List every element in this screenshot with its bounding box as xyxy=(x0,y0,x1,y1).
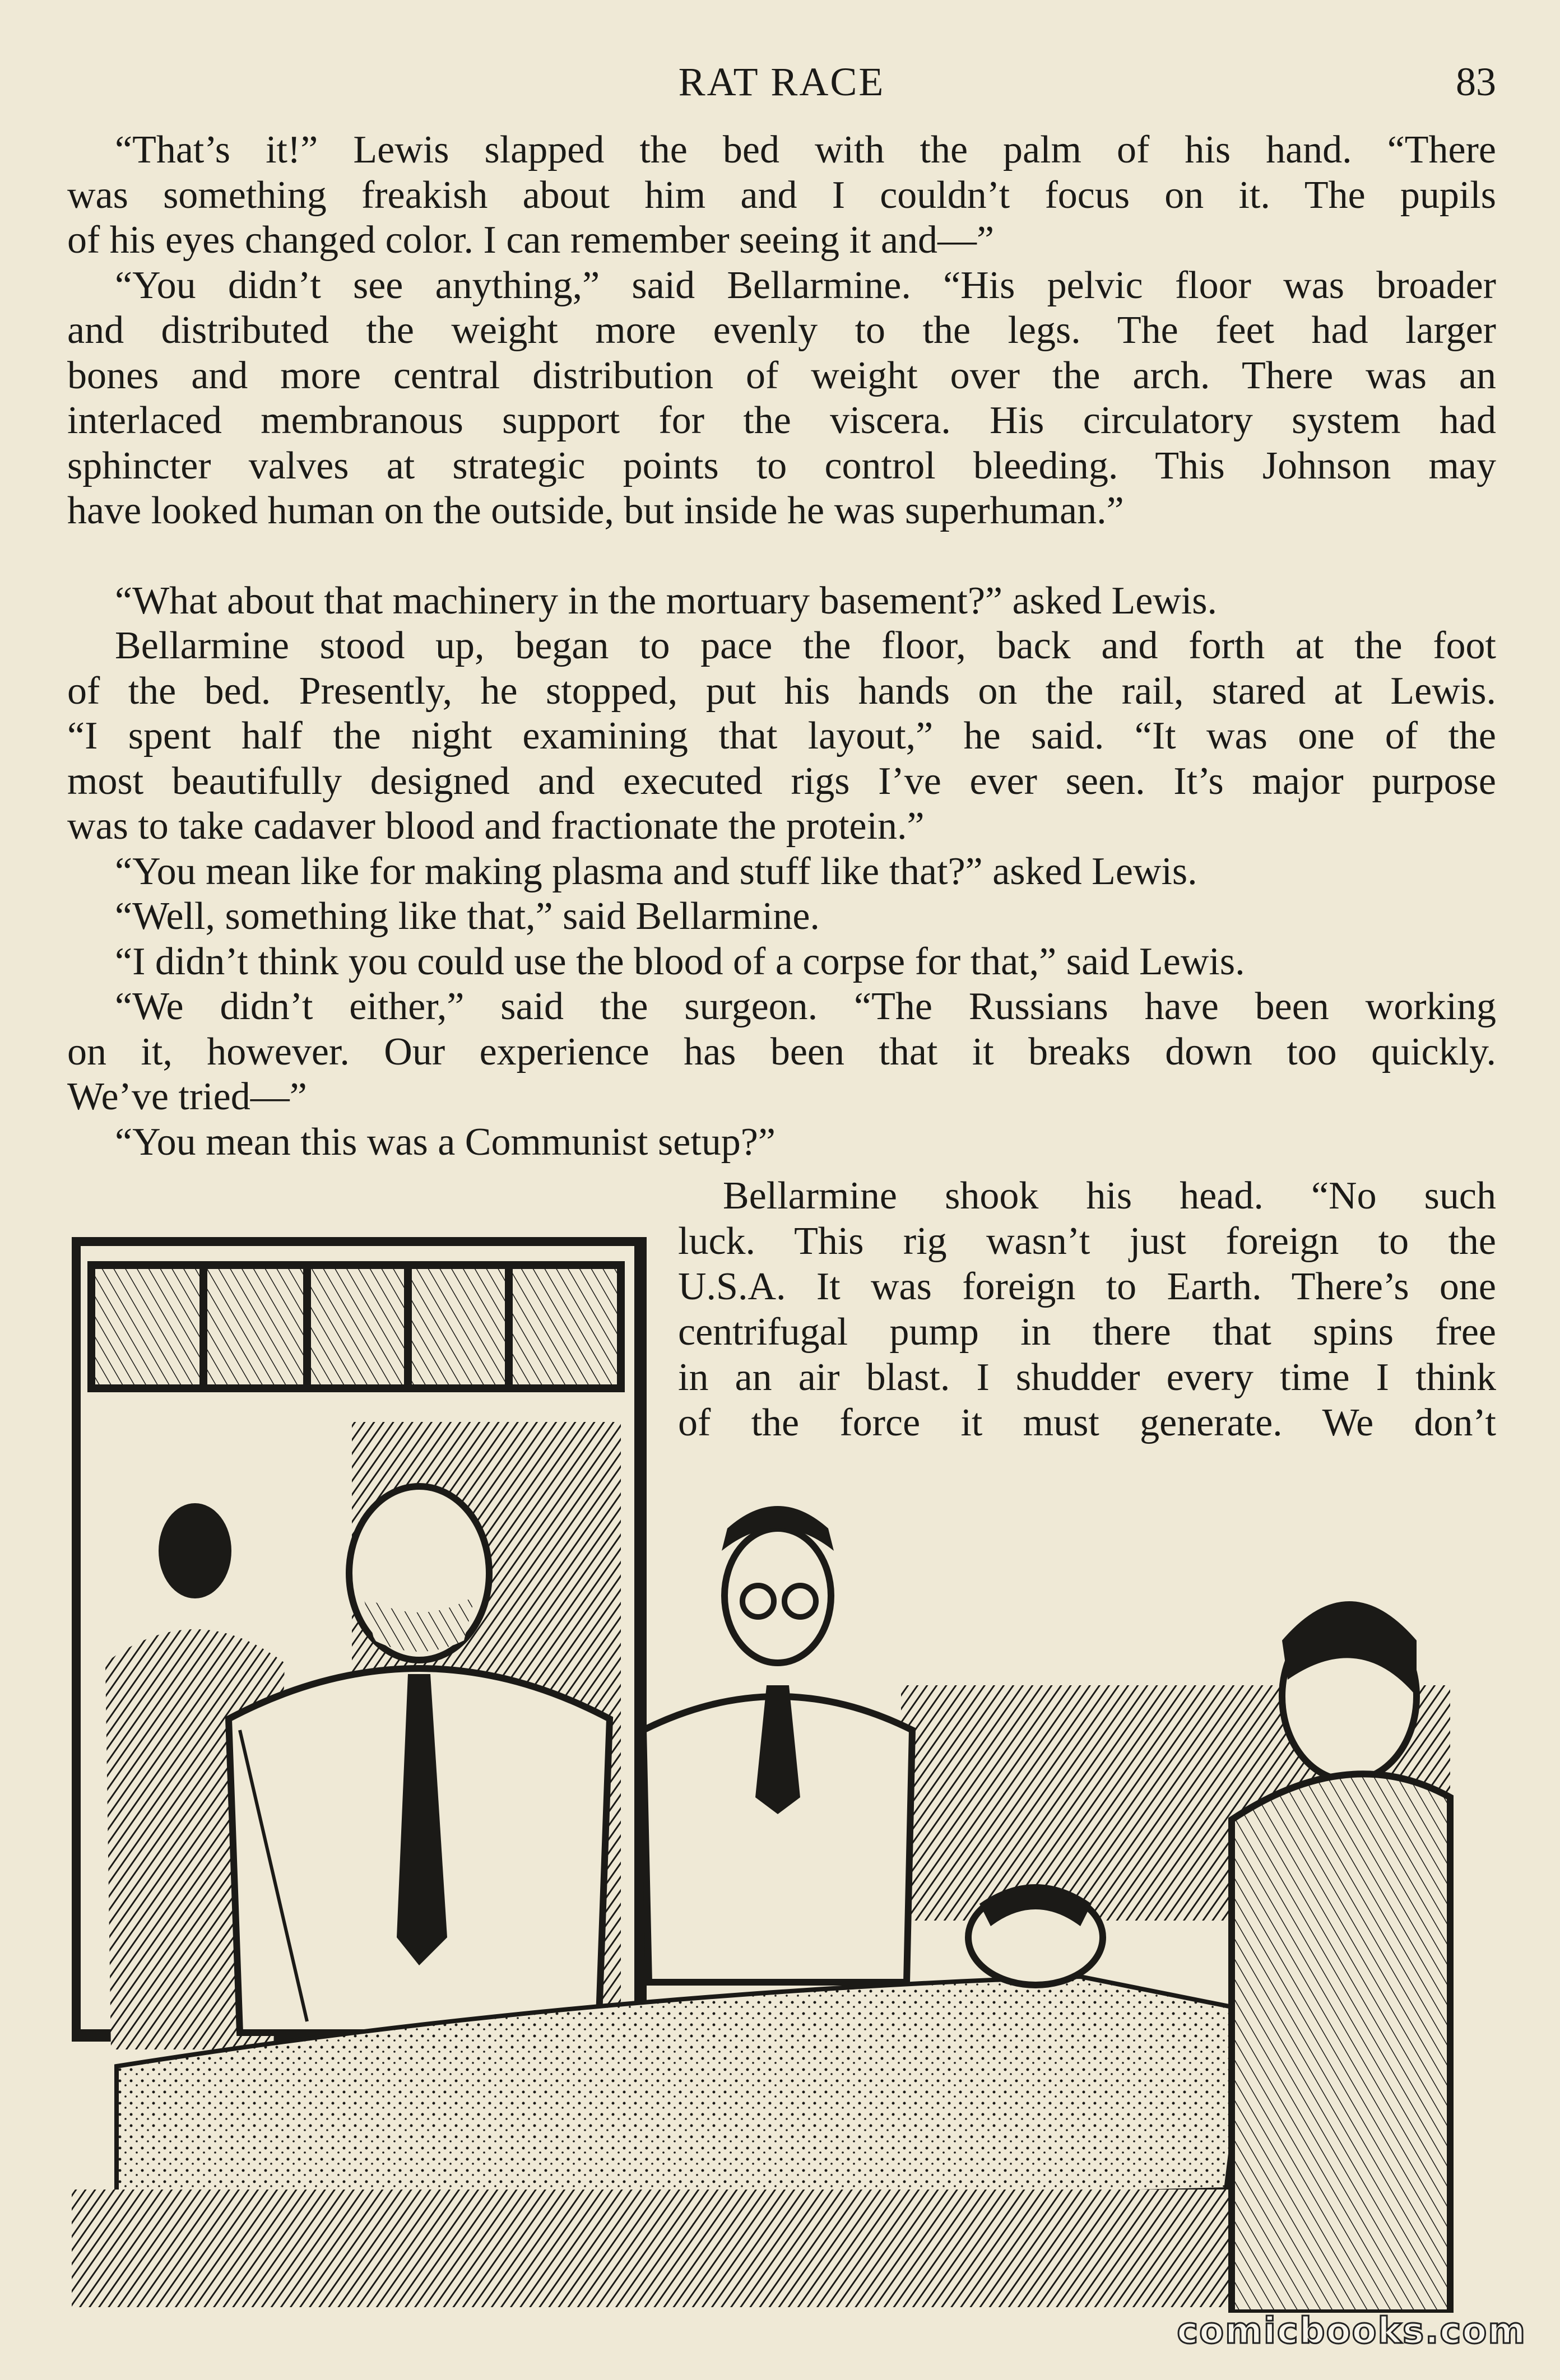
hospital-scene-illustration xyxy=(72,1237,1456,2313)
text-line: Bellarmine stood up, began to pace the floor, back and forth at the foot xyxy=(115,624,1496,667)
text-line: “I didn’t think you could use the blood of a corpse for that,” said Lewis. xyxy=(115,940,1245,983)
text-line: sphincter valves at strategic points to control bleeding. This Johnson may xyxy=(67,444,1496,487)
text-line: was to take cadaver blood and fractionate the protein.” xyxy=(67,805,925,848)
site-watermark: comicbooks.com xyxy=(1177,2311,1526,2352)
text-line: centrifugal pump in there that spins free xyxy=(678,1310,1496,1354)
text-line: most beautifully designed and executed rigs I’ve ever seen. It’s major purpose xyxy=(67,759,1496,803)
section-gap xyxy=(67,534,1496,579)
text-line: “Well, something like that,” said Bellarmine. xyxy=(115,895,820,938)
text-line: of his eyes changed color. I can remember seeing it and—” xyxy=(67,219,995,262)
text-line: was something freakish about him and I couldn’t focus on it. The pupils xyxy=(67,173,1496,217)
text-line: interlaced membranous support for the viscera. His circulatory system had xyxy=(67,399,1496,442)
text-line: of the bed. Presently, he stopped, put his hands on the rail, stared at Lewis. xyxy=(67,669,1496,713)
text-line: have looked human on the outside, but inside he was superhuman.” xyxy=(67,489,1124,532)
text-line: “What about that machinery in the mortuary basement?” asked Lewis. xyxy=(115,579,1218,622)
figure-doctor-glasses xyxy=(643,1506,912,1982)
text-line: “That’s it!” Lewis slapped the bed with the palm of his hand. “There xyxy=(115,128,1496,171)
text-line: U.S.A. It was foreign to Earth. There’s one xyxy=(678,1265,1496,1308)
text-line: “You didn’t see anything,” said Bellarmine. “His pelvic floor was broader xyxy=(115,263,1496,307)
text-line: in an air blast. I shudder every time I think xyxy=(678,1356,1496,1399)
running-title: RAT RACE xyxy=(678,59,885,104)
text-line: and distributed the weight more evenly to the legs. The feet had larger xyxy=(67,309,1496,352)
page-number: 83 xyxy=(1456,59,1496,104)
text-line: luck. This rig wasn’t just foreign to the xyxy=(678,1220,1496,1263)
text-line: Bellarmine shook his head. “No such xyxy=(723,1174,1496,1217)
text-line: “I spent half the night examining that layout,” he said. “It was one of the xyxy=(67,714,1496,757)
text-line: of the force it must generate. We don’t xyxy=(678,1401,1496,1444)
text-line: “You mean this was a Communist setup?” xyxy=(115,1120,776,1164)
text-line: We’ve tried—” xyxy=(67,1075,307,1118)
story-text xyxy=(67,128,1496,1165)
text-line: “You mean like for making plasma and stuff like that?” asked Lewis. xyxy=(115,849,1197,893)
text-line: “We didn’t either,” said the surgeon. “The Russians have been working xyxy=(115,985,1496,1028)
page-header xyxy=(67,59,1496,104)
text-line: on it, however. Our experience has been that it breaks down too quickly. xyxy=(67,1030,1496,1073)
text-line: bones and more central distribution of weight over the arch. There was an xyxy=(67,354,1496,397)
